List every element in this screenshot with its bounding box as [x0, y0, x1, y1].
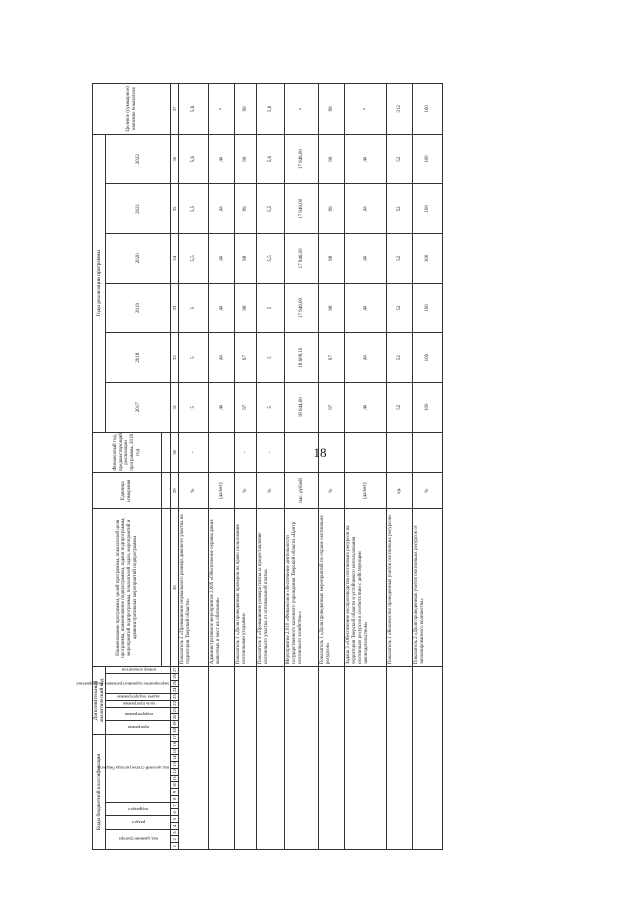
header-razdel: раздел: [106, 816, 171, 830]
row-name: Показатель 2 «Доля проведенных учетов охотничьих ресурсов от запланированного количества»: [413, 509, 443, 667]
table-row: [179, 84, 209, 850]
year-value-2021: 5,5: [257, 184, 285, 234]
row-target: 99: [319, 84, 345, 135]
program-plan-table: [76, 83, 443, 850]
year-value-2018: да: [209, 333, 235, 383]
year-value-2017: 5: [179, 382, 209, 432]
row-unit: %: [179, 473, 209, 509]
year-value-2021: 99: [235, 184, 257, 234]
year-value-2022: 99: [319, 134, 345, 184]
year-value-2018: 5: [179, 333, 209, 383]
year-value-2022: 52: [387, 134, 413, 184]
header-subprogram: подпрограмма: [106, 707, 171, 721]
year-value-2019: 98: [319, 283, 345, 333]
group-budget-codes: Коды бюджетной классификации: [93, 734, 106, 849]
year-2022: 2022: [106, 134, 171, 184]
year-value-2020: 100: [413, 234, 443, 284]
group-years: Годы реализации программы: [93, 134, 106, 432]
table-row: [413, 84, 443, 850]
row-unit: %: [235, 473, 257, 509]
year-value-2022: 100: [413, 134, 443, 184]
year-value-2022: да: [209, 134, 235, 184]
year-value-2021: 52: [387, 184, 413, 234]
table-row: [387, 84, 413, 850]
header-target-article: код целевой статьи расхода бюджета: [106, 734, 171, 802]
classification-code: [235, 667, 257, 850]
row-fin-year: -: [235, 432, 257, 473]
year-value-2021: да: [345, 184, 387, 234]
year-value-2018: 52: [387, 333, 413, 383]
row-fin-year: -: [179, 432, 209, 473]
header-name: Наименование программы, целей программы, показателей цели программы, наименование подпрограммы, задачи подпрограммы, мероприятий подпрограммы, показателей задач, мероприятий и административных мероприятий подпрограммы: [93, 509, 162, 667]
row-name: Задача 3 «Обеспечение воспроизводства охотничьих ресурсов на территории Тверской области и устойчивого использования охотничьих ресурсов в соответствии с действующим законодательством»: [345, 509, 387, 667]
row-unit: (да/нет): [345, 473, 387, 509]
year-value-2017: 100: [413, 382, 443, 432]
header-target: Целевое (суммарное) значение показателя: [93, 84, 171, 135]
year-value-2022: 17 946,00: [285, 134, 319, 184]
year-value-2020: да: [345, 234, 387, 284]
header-podrazdel: подраздел: [106, 802, 171, 816]
year-value-2020: 98: [235, 234, 257, 284]
year-value-2018: 100: [413, 333, 443, 383]
year-value-2017: 52: [387, 382, 413, 432]
year-value-2017: да: [209, 382, 235, 432]
year-value-2020: 98: [319, 234, 345, 284]
table-row: [235, 84, 257, 850]
year-value-2021: 99: [319, 184, 345, 234]
row-target: ×: [285, 84, 319, 135]
row-fin-year: [209, 432, 235, 473]
row-name: Показатель 2 «Превышение размера платы за предоставление охотничьего участка от оптимальной платы»: [257, 509, 285, 667]
year-value-2019: 5: [179, 283, 209, 333]
row-unit: ед.: [387, 473, 413, 509]
group-header-row: [93, 84, 106, 850]
header-task: задача подпрограммы: [106, 694, 171, 701]
row-fin-year: [285, 432, 319, 473]
year-value-2021: 5,5: [179, 184, 209, 234]
year-value-2020: 5,5: [257, 234, 285, 284]
column-number-row: 1 2 3 4 5 6 7 8 9 10 11 12 13 14 15 16 17 18 19 20 21 22 23 24 25 26 27 28 29 30 31 32 33 34 35 36 37: [171, 84, 179, 850]
year-value-2021: да: [209, 184, 235, 234]
classification-code: [285, 667, 319, 850]
row-fin-year: [387, 432, 413, 473]
header-activity: мероприятие (административное мероприятие): [106, 673, 171, 693]
year-value-2019: 98: [235, 283, 257, 333]
page-number: 18: [313, 445, 327, 460]
row-target: 312: [387, 84, 413, 135]
year-value-2017: 97: [235, 382, 257, 432]
row-target: 99: [235, 84, 257, 135]
header-unit: Единица измерения: [93, 473, 162, 509]
row-unit: (да/нет): [209, 473, 235, 509]
row-fin-year: [319, 432, 345, 473]
year-value-2019: да: [345, 283, 387, 333]
row-name: Мероприятие 2.010 «Финансовое обеспечение деятельности государственного казенного учреждения Тверской области «Центр охотничьего хозяйства»»: [285, 509, 319, 667]
year-2020: 2020: [106, 234, 171, 284]
classification-code: [209, 667, 235, 850]
row-target: 5,6: [257, 84, 285, 135]
header-admin: код администратора: [106, 829, 171, 849]
header-program: программа: [106, 721, 171, 735]
classification-code: [413, 667, 443, 850]
year-value-2019: 100: [413, 283, 443, 333]
row-name: Показатель 2 «Превышение нормального размера дикового участка на территории Тверской области»: [179, 509, 209, 667]
classification-code: [257, 667, 285, 850]
table-row: [345, 84, 387, 850]
row-name: Показатель 1 «Доля проведенных мероприятий по охране охотничьих ресурсов»: [319, 509, 345, 667]
year-value-2018: 97: [319, 333, 345, 383]
row-unit: %: [257, 473, 285, 509]
year-value-2017: 5: [257, 382, 285, 432]
row-name: Административное мероприятие 2.009 «Обеспечение охраны диких животных и мест их обитания»: [209, 509, 235, 667]
header-fin-year: Финансовый год, предшествующий реализации программы, 2016 год: [93, 432, 162, 473]
group-analytic-code: Дополнительный аналитический код: [93, 667, 106, 735]
row-target: ×: [209, 84, 235, 135]
row-name: Показатель 1 «Количество проведенных учетов охотничьих ресурсов»: [387, 509, 413, 667]
year-value-2022: 99: [235, 134, 257, 184]
year-2018: 2018: [106, 333, 171, 383]
row-unit: %: [413, 473, 443, 509]
year-value-2021: 17 946,00: [285, 184, 319, 234]
year-value-2017: да: [345, 382, 387, 432]
table-row: [257, 84, 285, 850]
classification-code: [319, 667, 345, 850]
row-target: 5,6: [179, 84, 209, 135]
table-row: [319, 84, 345, 850]
year-value-2017: 97: [319, 382, 345, 432]
year-value-2018: да: [345, 333, 387, 383]
table-row: [209, 84, 235, 850]
year-value-2019: 52: [387, 283, 413, 333]
table-row: [285, 84, 319, 850]
year-value-2021: 100: [413, 184, 443, 234]
year-value-2020: 52: [387, 234, 413, 284]
row-name: Показатель 1 «Доля проведенных проверок на право пользования охотничьими угодьями»: [235, 509, 257, 667]
row-fin-year: -: [257, 432, 285, 473]
landscape-sheet: [76, 83, 547, 850]
row-unit: тыс. рублей: [285, 473, 319, 509]
year-value-2019: 17 946,00: [285, 283, 319, 333]
year-value-2018: 18 608,10: [285, 333, 319, 383]
rotated-page: [76, 83, 547, 850]
program-plan-body: [179, 84, 443, 850]
year-value-2022: да: [345, 134, 387, 184]
row-target: ×: [345, 84, 387, 135]
year-value-2019: да: [209, 283, 235, 333]
year-2019: 2019: [106, 283, 171, 333]
year-value-2018: 97: [235, 333, 257, 383]
year-value-2018: 5: [257, 333, 285, 383]
classification-code: [345, 667, 387, 850]
year-value-2022: 5,6: [257, 134, 285, 184]
row-target: 100: [413, 84, 443, 135]
year-value-2022: 5,6: [179, 134, 209, 184]
year-value-2017: 18 644,00: [285, 382, 319, 432]
row-unit: %: [319, 473, 345, 509]
row-fin-year: [345, 432, 387, 473]
year-2017: 2017: [106, 382, 171, 432]
classification-code: [387, 667, 413, 850]
year-value-2020: 17 946,00: [285, 234, 319, 284]
year-value-2019: 5: [257, 283, 285, 333]
header-goal: цель программы: [106, 700, 171, 707]
classification-code: [179, 667, 209, 850]
year-value-2020: да: [209, 234, 235, 284]
year-2021: 2021: [106, 184, 171, 234]
year-value-2020: 5,5: [179, 234, 209, 284]
header-indicator-no: номер показателя: [106, 667, 171, 674]
row-fin-year: [413, 432, 443, 473]
